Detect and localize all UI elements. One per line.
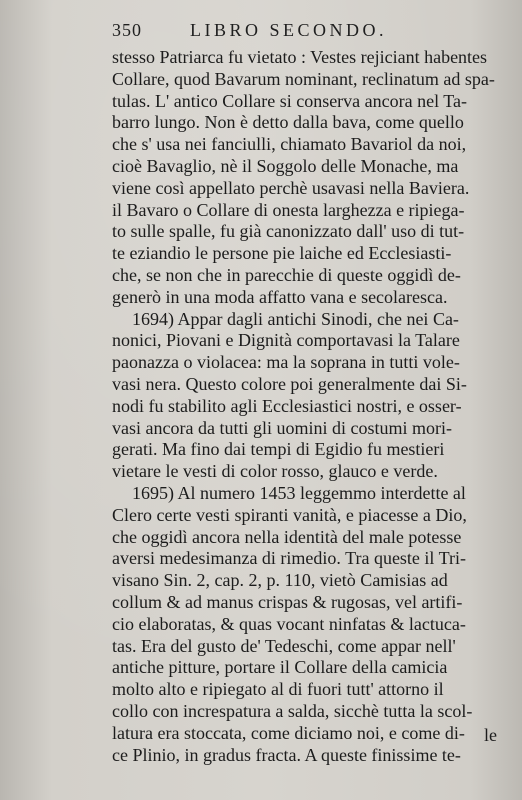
text-line: vasi nera. Questo colore poi generalmente dai Si- (112, 373, 467, 394)
text-line: nonici, Piovani e Dignità comportavasi la Talare (112, 330, 460, 351)
page-header (112, 20, 492, 46)
text-line: antiche pitture, portare il Collare della camicia (112, 657, 448, 678)
page-number: 350 (112, 20, 142, 40)
text-line: barro lungo. Non è detto dalla bava, come quello (112, 112, 464, 133)
text-line: che oggidì ancora nella identità del male potesse (112, 526, 462, 547)
text-line: collo con increspatura a salda, sicchè tutta la scol- (112, 700, 473, 721)
text-line: il Bavaro o Collare di onesta larghezza e ripiega- (112, 199, 465, 220)
text-line: vietare le vesti di color rosso, glauco e verde. (112, 461, 438, 482)
text-line: paonazza o violacea: ma la soprana in tutti vole- (112, 352, 460, 373)
text-line: aversi medesimanza di rimedio. Tra queste il Tri- (112, 548, 466, 569)
text-line: to sulle spalle, fu già canonizzato dall' uso di tut- (112, 221, 465, 242)
text-line: tas. Era del gusto de' Tedeschi, come appar nell' (112, 635, 456, 656)
text-line: generò in una moda affatto vana e secolaresca. (112, 286, 448, 307)
text-line: cio elaboratas, & quas vocant ninfatas & lactuca- (112, 613, 466, 634)
running-head: LIBRO SECONDO. (190, 20, 388, 40)
text-line: che s' usa nei fanciulli, chiamato Bavariol da noi, (112, 134, 467, 155)
text-line: molto alto e ripiegato al di fuori tutt' attorno il (112, 679, 444, 700)
text-line: collum & ad manus crispas & rugosas, vel artifi- (112, 591, 463, 612)
text-line: latura era stoccata, come diciamo noi, e come di- (112, 722, 465, 743)
paragraph-1695-start: 1695) Al numero 1453 leggemmo interdette al (132, 482, 466, 503)
text-line: gerati. Ma fino dai tempi di Egidio fu mestieri (112, 439, 445, 460)
text-line: Collare, quod Bavarum nominant, reclinatum ad spa- (112, 68, 495, 89)
text-line: te eziandio le persone pie laiche ed Ecclesiasti- (112, 243, 452, 264)
text-line: visano Sin. 2, cap. 2, p. 110, vietò Camisias ad (112, 570, 448, 591)
body-text (112, 47, 497, 766)
text-line: nodi fu stabilito agli Ecclesiastici nostri, e osser- (112, 395, 462, 416)
text-line: tulas. L' antico Collare si conserva ancora nel Ta- (112, 90, 468, 111)
text-line: ce Plinio, in gradus fracta. A queste finissime te- (112, 744, 461, 765)
text-line: stesso Patriarca fu vietato : Vestes rejiciant habentes (112, 47, 488, 67)
text-line: cioè Bavaglio, nè il Soggolo delle Monache, ma (112, 155, 459, 176)
text-line: vasi ancora da tutti gli uomini di costumi mori- (112, 417, 452, 438)
text-line: Clero certe vesti spiranti vanità, e piacesse a Dio, (112, 504, 467, 525)
text-line: che, se non che in parecchie di queste oggidì de- (112, 264, 461, 285)
paragraph-1694-start: 1694) Appar dagli antichi Sinodi, che nei Ca- (132, 308, 459, 329)
text-line: viene così appellato perchè usavasi nella Baviera. (112, 177, 470, 198)
catchword: le (484, 725, 497, 745)
